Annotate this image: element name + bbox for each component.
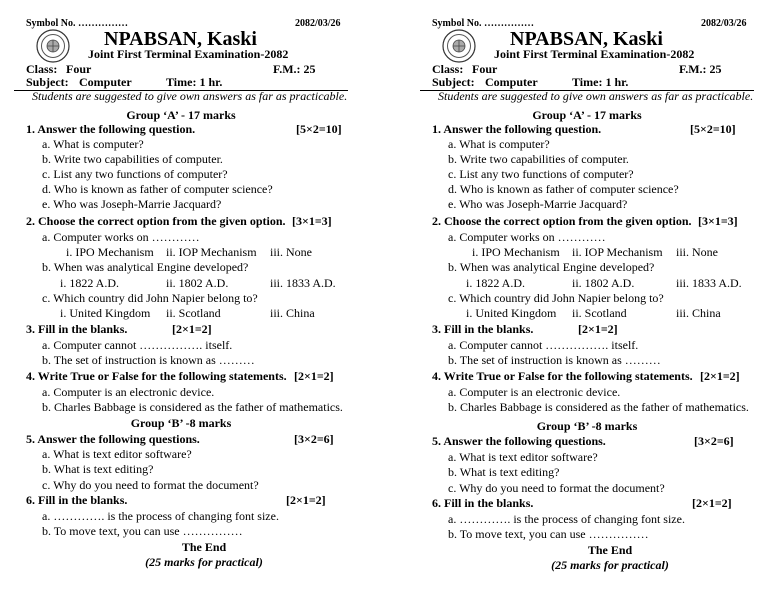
question-5-title: 5. Answer the following questions. — [432, 434, 606, 448]
question-2-title: 2. Choose the correct option from the given option. — [432, 214, 692, 228]
group-a-heading: Group ‘A’ - 17 marks — [532, 108, 642, 122]
group-b-heading: Group ‘B’ -8 marks — [536, 419, 638, 433]
option: iii. None — [270, 245, 312, 259]
list-item: d. Who is known as father of computer science? — [42, 182, 273, 196]
subject-value: Computer — [79, 75, 132, 89]
symbol-number: Symbol No. …………… — [432, 18, 534, 29]
option: iii. China — [270, 306, 315, 320]
list-item: a. Computer is an electronic device. — [448, 385, 621, 399]
subject-label: Subject: — [432, 75, 475, 89]
question-1-marks: [5×2=10] — [690, 122, 736, 136]
list-item: e. Who was Joseph-Marrie Jacquard? — [42, 197, 222, 211]
question-3-title: 3. Fill in the blanks. — [432, 322, 534, 336]
question-4-marks: [2×1=2] — [700, 369, 740, 383]
school-seal-icon — [36, 29, 70, 63]
full-marks: F.M.: 25 — [273, 62, 316, 76]
question-5-title: 5. Answer the following questions. — [26, 432, 200, 446]
exam-name: Joint First Terminal Examination-2082 — [494, 47, 695, 61]
question-2-marks: [3×1=3] — [698, 214, 738, 228]
question-6-marks: [2×1=2] — [286, 493, 326, 507]
list-item: b. When was analytical Engine developed? — [448, 260, 655, 274]
full-marks: F.M.: 25 — [679, 62, 722, 76]
list-item: b. To move text, you can use …………… — [448, 527, 649, 541]
list-item: a. What is text editor software? — [448, 450, 598, 464]
list-item: d. Who is known as father of computer science? — [448, 182, 679, 196]
list-item: a. …………. is the process of changing font size. — [42, 509, 279, 523]
subject-value: Computer — [485, 75, 538, 89]
list-item: a. Computer cannot ……………. itself. — [42, 338, 233, 352]
end-label: The End — [587, 543, 633, 557]
time-allowed: Time: 1 hr. — [572, 75, 629, 89]
exam-paper-right — [420, 0, 768, 594]
practical-note: (25 marks for practical) — [551, 558, 669, 572]
exam-paper-left — [14, 0, 384, 594]
option: iii. 1833 A.D. — [270, 276, 336, 290]
question-4-title: 4. Write True or False for the following statements. — [432, 369, 693, 383]
question-1-title: 1. Answer the following question. — [432, 122, 602, 136]
question-3-marks: [2×1=2] — [172, 322, 212, 336]
organization-name: NPABSAN, Kaski — [510, 28, 663, 50]
question-1-marks: [5×2=10] — [296, 122, 342, 136]
question-4-marks: [2×1=2] — [294, 369, 334, 383]
list-item: c. Which country did John Napier belong to? — [448, 291, 664, 305]
list-item: e. Who was Joseph-Marrie Jacquard? — [448, 197, 628, 211]
instruction-note: Students are suggested to give own answers as far as practicable. — [32, 89, 348, 103]
list-item: b. What is text editing? — [448, 465, 560, 479]
school-seal-icon — [442, 29, 476, 63]
time-allowed: Time: 1 hr. — [166, 75, 223, 89]
question-6-title: 6. Fill in the blanks. — [432, 496, 534, 510]
question-3-title: 3. Fill in the blanks. — [26, 322, 128, 336]
list-item: b. What is text editing? — [42, 462, 154, 476]
class-label: Class: — [26, 62, 58, 76]
list-item: a. …………. is the process of changing font size. — [448, 512, 685, 526]
group-a-heading: Group ‘A’ - 17 marks — [126, 108, 236, 122]
list-item: b. Write two capabilities of computer. — [42, 152, 223, 166]
list-item: a. Computer cannot ……………. itself. — [448, 338, 639, 352]
option: ii. Scotland — [572, 306, 627, 320]
question-6-title: 6. Fill in the blanks. — [26, 493, 128, 507]
option: i. 1822 A.D. — [60, 276, 120, 290]
instruction-note: Students are suggested to give own answers as far as practicable. — [438, 89, 754, 103]
practical-note: (25 marks for practical) — [145, 555, 263, 569]
list-item: a. What is computer? — [448, 137, 550, 151]
list-item: c. Which country did John Napier belong to? — [42, 291, 258, 305]
list-item: b. To move text, you can use …………… — [42, 524, 243, 538]
exam-date: 2082/03/26 — [295, 18, 341, 29]
option: ii. 1802 A.D. — [572, 276, 635, 290]
class-value: Four — [66, 62, 92, 76]
group-b-heading: Group ‘B’ -8 marks — [130, 416, 232, 430]
list-item: b. The set of instruction is known as ……… — [448, 353, 661, 367]
subject-label: Subject: — [26, 75, 69, 89]
end-label: The End — [181, 540, 227, 554]
option: ii. IOP Mechanism — [572, 245, 663, 259]
option: iii. China — [676, 306, 721, 320]
list-item: b. Charles Babbage is considered as the father of mathematics. — [448, 400, 749, 414]
list-item: b. The set of instruction is known as ……… — [42, 353, 255, 367]
option: iii. 1833 A.D. — [676, 276, 742, 290]
question-4-title: 4. Write True or False for the following statements. — [26, 369, 287, 383]
organization-name: NPABSAN, Kaski — [104, 28, 257, 50]
question-3-marks: [2×1=2] — [578, 322, 618, 336]
option: i. IPO Mechanism — [66, 245, 154, 259]
question-2-title: 2. Choose the correct option from the given option. — [26, 214, 286, 228]
symbol-number: Symbol No. …………… — [26, 18, 128, 29]
question-2-marks: [3×1=3] — [292, 214, 332, 228]
option: i. United Kingdom — [466, 306, 557, 320]
list-item: c. List any two functions of computer? — [42, 167, 228, 181]
list-item: b. When was analytical Engine developed? — [42, 260, 249, 274]
list-item: b. Write two capabilities of computer. — [448, 152, 629, 166]
class-label: Class: — [432, 62, 464, 76]
list-item: a. Computer is an electronic device. — [42, 385, 215, 399]
option: ii. IOP Mechanism — [166, 245, 257, 259]
option: i. 1822 A.D. — [466, 276, 526, 290]
list-item: c. Why do you need to format the document? — [448, 481, 665, 495]
option: ii. 1802 A.D. — [166, 276, 229, 290]
class-value: Four — [472, 62, 498, 76]
option: ii. Scotland — [166, 306, 221, 320]
question-6-marks: [2×1=2] — [692, 496, 732, 510]
question-1-title: 1. Answer the following question. — [26, 122, 196, 136]
exam-date: 2082/03/26 — [701, 18, 747, 29]
question-5-marks: [3×2=6] — [694, 434, 734, 448]
list-item: a. Computer works on ………… — [448, 230, 606, 244]
option: i. IPO Mechanism — [472, 245, 560, 259]
list-item: a. Computer works on ………… — [42, 230, 200, 244]
list-item: a. What is text editor software? — [42, 447, 192, 461]
option: i. United Kingdom — [60, 306, 151, 320]
list-item: b. Charles Babbage is considered as the father of mathematics. — [42, 400, 343, 414]
exam-name: Joint First Terminal Examination-2082 — [88, 47, 289, 61]
list-item: c. Why do you need to format the document? — [42, 478, 259, 492]
option: iii. None — [676, 245, 718, 259]
list-item: a. What is computer? — [42, 137, 144, 151]
list-item: c. List any two functions of computer? — [448, 167, 634, 181]
question-5-marks: [3×2=6] — [294, 432, 334, 446]
